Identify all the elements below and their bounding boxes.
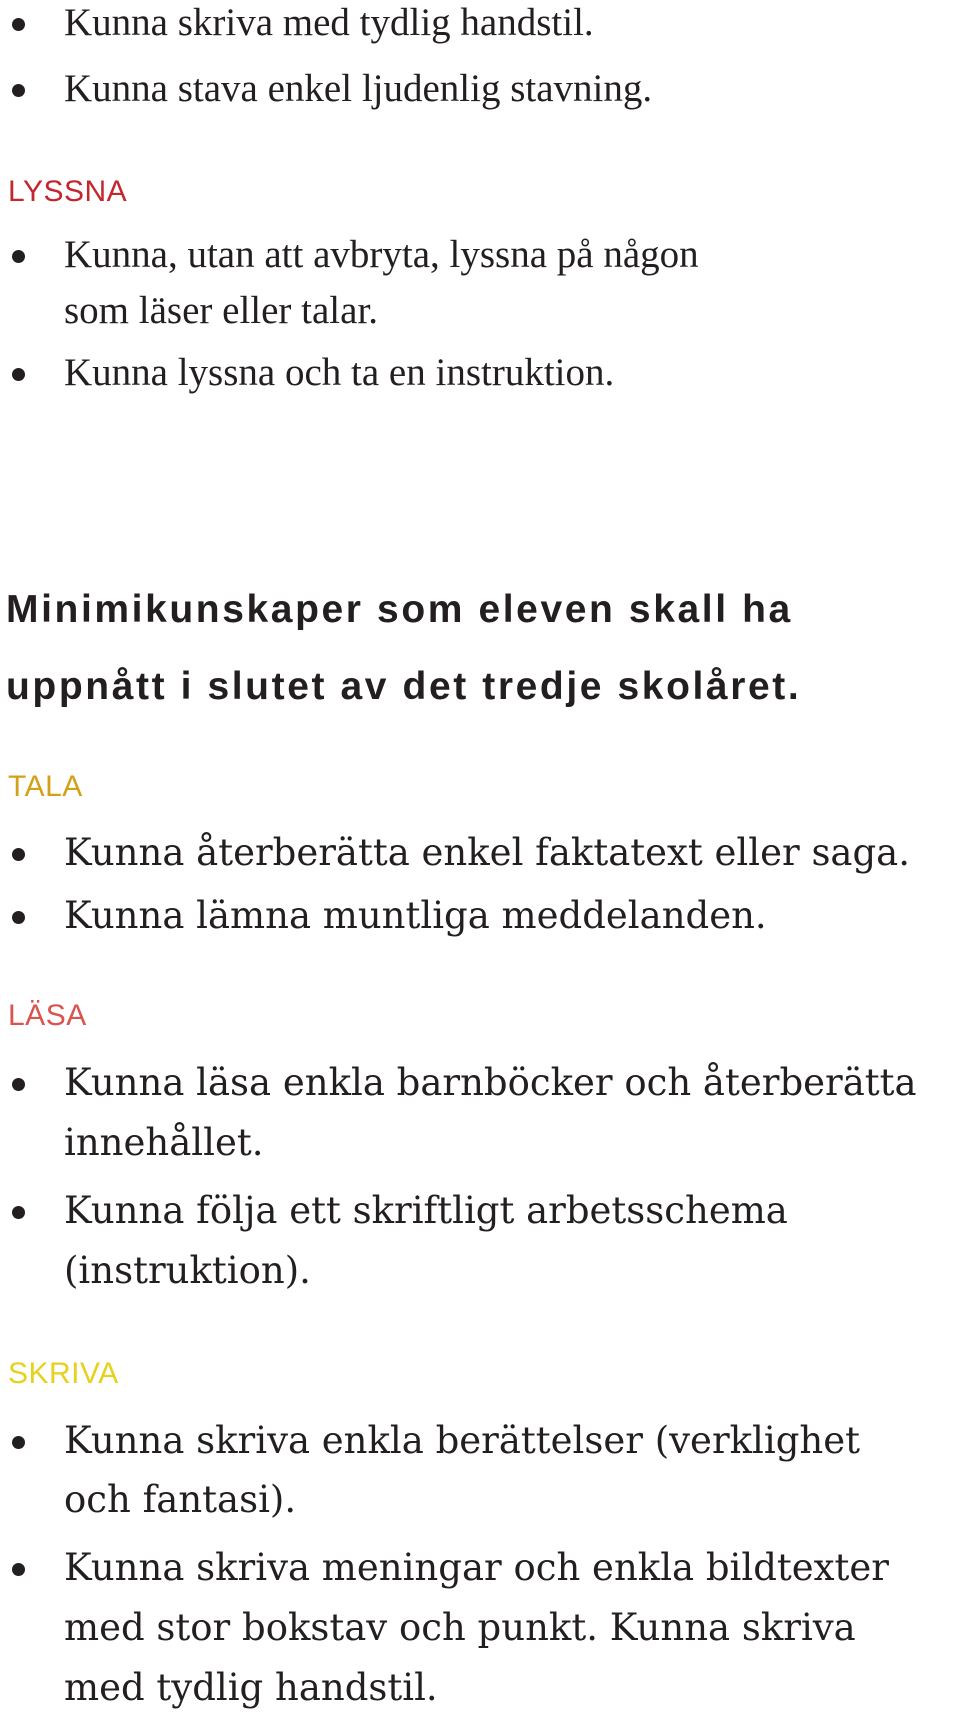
list-item-text: Kunna lämna muntliga meddelanden.	[64, 894, 767, 937]
bullet-icon	[12, 1206, 25, 1219]
bullet-icon	[12, 368, 25, 381]
bullet-icon	[12, 1436, 25, 1449]
section-label-lyssna: LYSSNA	[8, 175, 128, 208]
list-item-text: innehållet.	[64, 1121, 264, 1164]
list-item-text: Kunna skriva med tydlig handstil.	[64, 1, 594, 44]
bullet-icon	[12, 84, 25, 97]
section-label-skriva: SKRIVA	[8, 1357, 119, 1390]
list-item-text: Kunna stava enkel ljudenlig stavning.	[64, 67, 653, 110]
list-item-text: och fantasi).	[64, 1478, 297, 1521]
section-heading-line-2: uppnått i slutet av det tredje skolåret.	[6, 665, 802, 708]
bullet-icon	[12, 1078, 25, 1091]
section-label-lasa: LÄSA	[8, 999, 87, 1032]
list-item-text: Kunna skriva enkla berättelser (verklighet	[64, 1419, 861, 1462]
bullet-icon	[12, 1563, 25, 1576]
list-item-text: Kunna följa ett skriftligt arbetsschema	[64, 1189, 788, 1232]
list-item-text: Kunna lyssna och ta en instruktion.	[64, 351, 615, 394]
list-item-text: Kunna, utan att avbryta, lyssna på någon	[64, 233, 699, 276]
section-heading-line-1: Minimikunskaper som eleven skall ha	[6, 588, 793, 631]
list-item-text: (instruktion).	[64, 1249, 311, 1292]
section-label-tala: TALA	[8, 770, 83, 803]
bullet-icon	[12, 250, 25, 263]
bullet-icon	[12, 18, 25, 31]
list-item-text: Kunna återberätta enkel faktatext eller saga.	[64, 831, 910, 874]
bullet-icon	[12, 848, 25, 861]
list-item-text: Kunna läsa enkla barnböcker och återberätta	[64, 1061, 917, 1104]
list-item-text: med tydlig handstil.	[64, 1666, 438, 1709]
list-item-text: med stor bokstav och punkt. Kunna skriva	[64, 1606, 856, 1649]
list-item-text: Kunna skriva meningar och enkla bildtexter	[64, 1546, 889, 1589]
list-item-text: som läser eller talar.	[64, 289, 379, 332]
bullet-icon	[12, 911, 25, 924]
